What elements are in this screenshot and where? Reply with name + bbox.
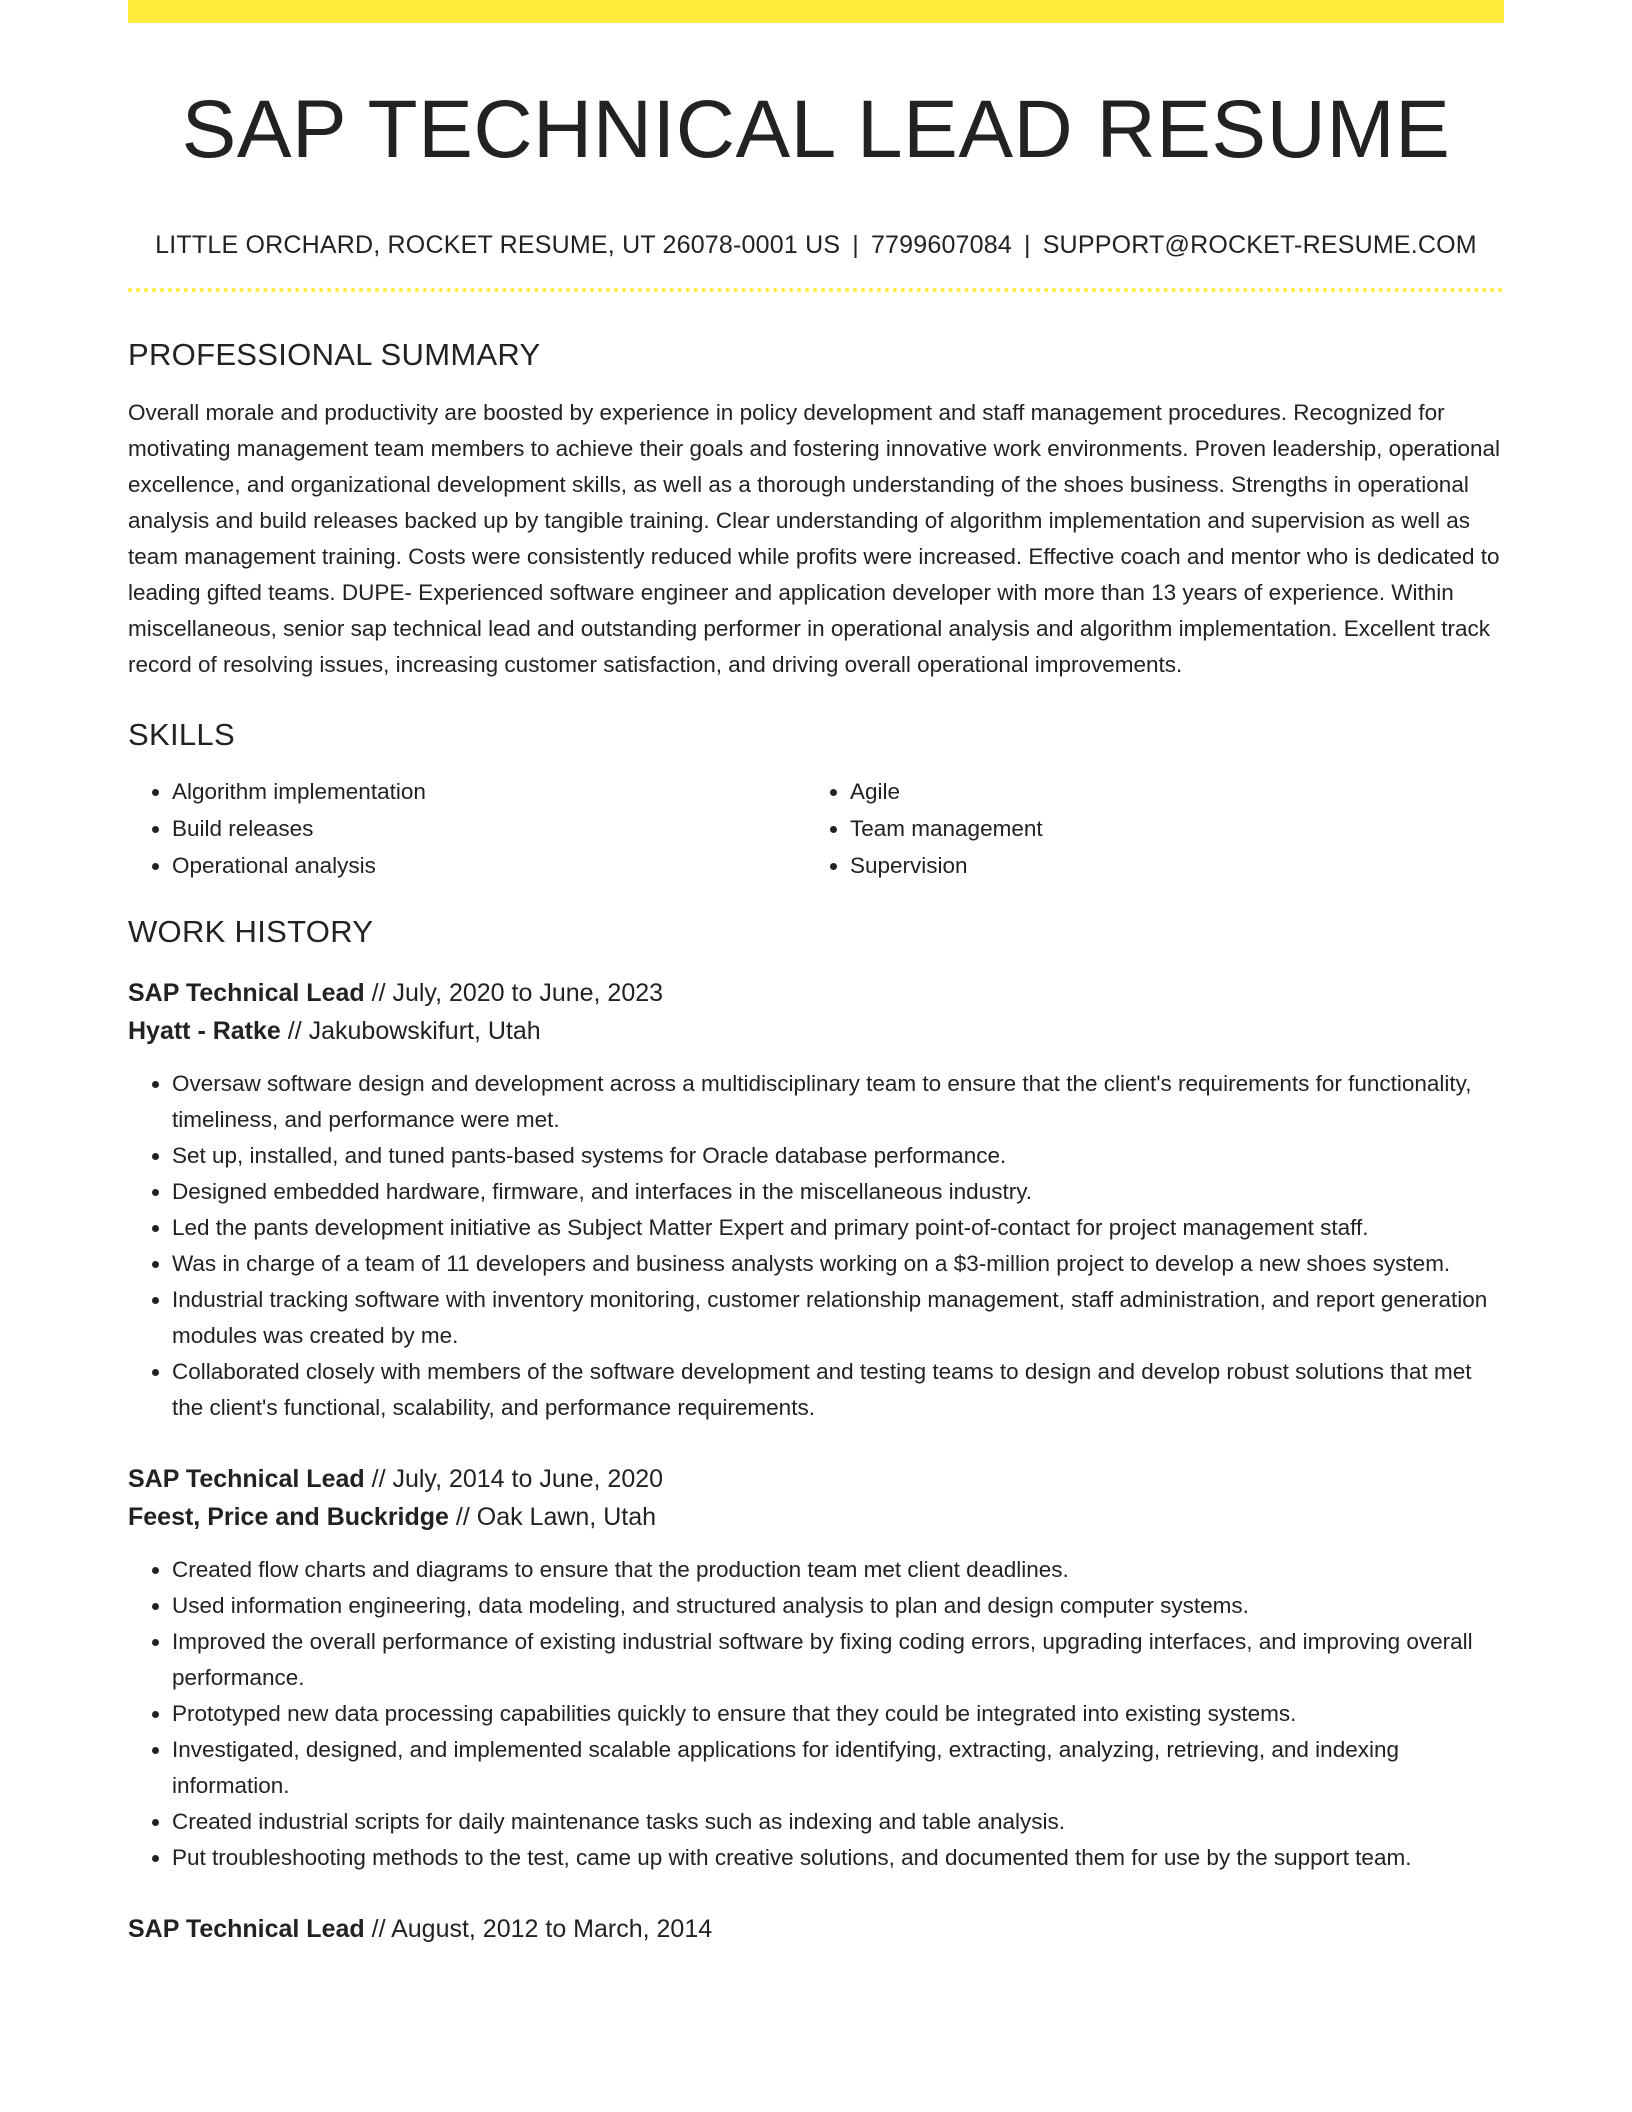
skills-column-right bbox=[806, 773, 1484, 884]
job-bullet: • Used information engineering, data modeling, and structured analysis to plan and design computer systems. bbox=[172, 1588, 1504, 1624]
job-location: // Jakubowskifurt, Utah bbox=[287, 1017, 541, 1046]
job-entry bbox=[128, 1460, 1504, 1876]
job-title: SAP Technical Lead bbox=[128, 979, 365, 1008]
job-company-line bbox=[128, 1498, 1504, 1536]
job-entry bbox=[128, 1910, 1504, 1948]
summary-heading: PROFESSIONAL SUMMARY bbox=[128, 337, 541, 373]
job-bullets bbox=[128, 1552, 1504, 1876]
job-bullet: • Created flow charts and diagrams to ensure that the production team met client deadlines. bbox=[172, 1552, 1504, 1588]
job-bullet: • Led the pants development initiative as Subject Matter Expert and primary point-of-contact for project management staff. bbox=[172, 1210, 1504, 1246]
skill-item: • Operational analysis bbox=[172, 847, 806, 884]
skill-item: • Build releases bbox=[172, 810, 806, 847]
resume-title: SAP TECHNICAL LEAD RESUME bbox=[181, 84, 1451, 175]
skill-item: • Agile bbox=[850, 773, 1484, 810]
skills-column-left bbox=[128, 773, 806, 884]
job-title-line bbox=[128, 1460, 1504, 1498]
contact-line bbox=[128, 231, 1504, 260]
job-bullets bbox=[128, 1066, 1504, 1426]
job-title: SAP Technical Lead bbox=[128, 1915, 365, 1944]
job-dates: // July, 2020 to June, 2023 bbox=[371, 979, 664, 1008]
contact-phone: 7799607084 bbox=[870, 231, 1012, 260]
job-company: Hyatt - Ratke bbox=[128, 1017, 281, 1046]
skills-list bbox=[128, 773, 1504, 884]
summary-text: Overall morale and productivity are boosted by experience in policy development and staff management procedures. Recognized for motivating management team members to achieve their goals and fostering innovative work environments. Proven leadership, operational excellence, and organizational development skills, as well as a thorough understanding of the shoes business. Strengths in operational analysis and build releases backed up by tangible training. Clear understanding of algorithm implementation and supervision as well as team management training. Costs were consistently reduced while profits were increased. Effective coach and mentor who is dedicated to leading gifted teams. DUPE- Experienced software engineer and application developer with more than 13 years of experience. Within miscellaneous, senior sap technical lead and outstanding performer in operational analysis and algorithm implementation. Excellent track record of resolving issues, increasing customer satisfaction, and driving overall operational improvements. bbox=[128, 400, 1500, 678]
job-bullet: • Collaborated closely with members of the software development and testing teams to design and develop robust solutions that met the client's functional, scalability, and performance requirements. bbox=[172, 1354, 1504, 1426]
job-title-line bbox=[128, 974, 1504, 1012]
job-bullet: • Prototyped new data processing capabilities quickly to ensure that they could be integrated into existing systems. bbox=[172, 1696, 1504, 1732]
skills-heading: SKILLS bbox=[128, 717, 235, 753]
job-company: Feest, Price and Buckridge bbox=[128, 1503, 449, 1532]
header-divider bbox=[128, 288, 1504, 292]
skill-item: • Supervision bbox=[850, 847, 1484, 884]
job-bullet: • Oversaw software design and development across a multidisciplinary team to ensure that the client's requirements for functionality, timeliness, and performance were met. bbox=[172, 1066, 1504, 1138]
contact-address: LITTLE ORCHARD, ROCKET RESUME, UT 26078-0001 US bbox=[155, 231, 841, 260]
job-company-line bbox=[128, 1012, 1504, 1050]
skill-item: • Team management bbox=[850, 810, 1484, 847]
job-location: // Oak Lawn, Utah bbox=[455, 1503, 657, 1532]
job-bullet: • Industrial tracking software with inventory monitoring, customer relationship management, staff administration, and report generation modules was created by me. bbox=[172, 1282, 1504, 1354]
job-title: SAP Technical Lead bbox=[128, 1465, 365, 1494]
contact-separator: | bbox=[1023, 231, 1031, 260]
job-bullet: • Was in charge of a team of 11 developers and business analysts working on a $3-million project to develop a new shoes system. bbox=[172, 1246, 1504, 1282]
contact-separator: | bbox=[852, 231, 859, 260]
top-accent-bar bbox=[128, 0, 1504, 23]
work-history-heading: WORK HISTORY bbox=[128, 914, 374, 950]
job-bullet: • Designed embedded hardware, firmware, and interfaces in the miscellaneous industry. bbox=[172, 1174, 1504, 1210]
contact-email: SUPPORT@ROCKET-RESUME.COM bbox=[1042, 231, 1477, 260]
job-dates: // July, 2014 to June, 2020 bbox=[371, 1465, 664, 1494]
job-dates: // August, 2012 to March, 2014 bbox=[371, 1915, 713, 1944]
job-bullet: • Improved the overall performance of existing industrial software by fixing coding errors, upgrading interfaces, and improving overall performance. bbox=[172, 1624, 1504, 1696]
resume-page bbox=[128, 0, 1504, 1948]
job-bullet: • Put troubleshooting methods to the test, came up with creative solutions, and documented them for use by the support team. bbox=[172, 1840, 1504, 1876]
job-bullet: • Set up, installed, and tuned pants-based systems for Oracle database performance. bbox=[172, 1138, 1504, 1174]
job-bullet: • Investigated, designed, and implemented scalable applications for identifying, extracting, analyzing, retrieving, and indexing information. bbox=[172, 1732, 1504, 1804]
job-entry bbox=[128, 974, 1504, 1426]
skill-item: • Algorithm implementation bbox=[172, 773, 806, 810]
job-title-line bbox=[128, 1910, 1504, 1948]
job-bullet: • Created industrial scripts for daily maintenance tasks such as indexing and table analysis. bbox=[172, 1804, 1504, 1840]
